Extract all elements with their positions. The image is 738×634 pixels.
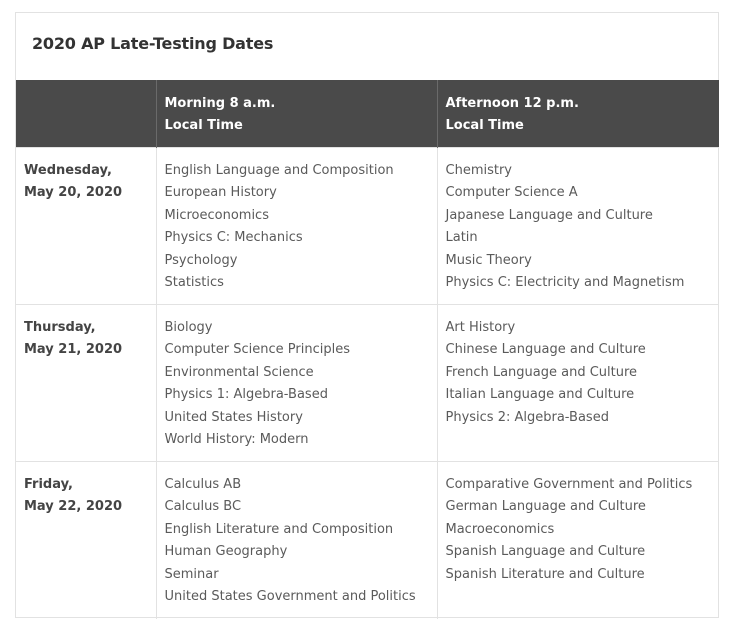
subject-item: Computer Science Principles	[164, 342, 350, 357]
subject-item: English Language and Composition	[164, 162, 394, 178]
subject-item: Spanish Literature and Culture	[445, 566, 645, 582]
afternoon-cell	[437, 147, 719, 304]
subject-item: Latin	[445, 230, 478, 245]
subject-item: Computer Science A	[445, 185, 578, 200]
subject-item: Seminar	[164, 566, 219, 582]
subject-item: Chinese Language and Culture	[445, 342, 646, 357]
subject-item: United States Government and Politics	[164, 589, 416, 604]
subject-item: Japanese Language and Culture	[445, 207, 653, 223]
morning-cell	[156, 304, 437, 461]
subject-item: Chemistry	[445, 162, 512, 178]
subject-item: European History	[164, 185, 277, 200]
day-cell	[16, 304, 156, 461]
subject-item: Environmental Science	[164, 364, 314, 380]
subject-item: Spanish Language and Culture	[445, 544, 646, 559]
subject-item: Physics C: Electricity and Magnetism	[445, 275, 685, 290]
morning-subject-list	[165, 474, 437, 609]
day-date: May 20, 2020	[24, 185, 123, 200]
subject-item: Physics 2: Algebra-Based	[445, 409, 609, 425]
header-day	[16, 80, 156, 147]
subject-item: Physics 1: Algebra-Based	[164, 387, 328, 402]
morning-cell	[156, 461, 437, 619]
day-name: Wednesday,	[24, 162, 112, 178]
subject-item: United States History	[164, 409, 303, 425]
header-morning-time: Morning 8 a.m.	[164, 96, 276, 111]
header-morning-local: Local Time	[164, 118, 243, 133]
subject-item: Microeconomics	[164, 207, 269, 223]
subject-item: Psychology	[164, 252, 238, 268]
header-afternoon	[437, 80, 719, 147]
subject-item: English Literature and Composition	[164, 521, 394, 537]
afternoon-subject-list	[446, 160, 720, 295]
table-row-thursday	[16, 304, 719, 461]
subject-item: Music Theory	[445, 252, 532, 268]
subject-item: Macroeconomics	[445, 521, 555, 537]
afternoon-subject-list	[446, 474, 720, 587]
subject-item: Calculus AB	[164, 476, 242, 492]
day-date: May 21, 2020	[24, 342, 123, 357]
header-afternoon-time: Afternoon 12 p.m.	[445, 96, 579, 111]
day-name: Friday,	[24, 476, 73, 492]
subject-item: German Language and Culture	[445, 499, 646, 514]
day-cell	[16, 461, 156, 619]
morning-subject-list	[165, 160, 437, 295]
afternoon-cell	[437, 461, 719, 619]
header-afternoon-local: Local Time	[445, 118, 524, 133]
table-row-friday	[16, 461, 719, 619]
table-header-row	[16, 80, 719, 147]
morning-subject-list	[165, 317, 437, 452]
schedule-card	[15, 12, 719, 618]
subject-item: Biology	[164, 319, 213, 335]
subject-item: Comparative Government and Politics	[445, 476, 693, 492]
header-morning	[156, 80, 437, 147]
day-date: May 22, 2020	[24, 499, 123, 514]
day-name: Thursday,	[24, 319, 96, 335]
subject-item: Calculus BC	[164, 499, 242, 514]
subject-item: Human Geography	[164, 544, 288, 559]
morning-cell	[156, 147, 437, 304]
subject-item: Statistics	[164, 275, 224, 290]
afternoon-subject-list	[446, 317, 720, 430]
table-row-wednesday	[16, 147, 719, 304]
afternoon-cell	[437, 304, 719, 461]
subject-item: Art History	[445, 319, 516, 335]
schedule-table	[16, 80, 719, 619]
day-cell	[16, 147, 156, 304]
page-title: 2020 AP Late-Testing Dates	[32, 34, 274, 53]
subject-item: Italian Language and Culture	[445, 387, 635, 402]
subject-item: Physics C: Mechanics	[164, 230, 303, 245]
subject-item: French Language and Culture	[445, 364, 638, 380]
subject-item: World History: Modern	[164, 432, 309, 447]
